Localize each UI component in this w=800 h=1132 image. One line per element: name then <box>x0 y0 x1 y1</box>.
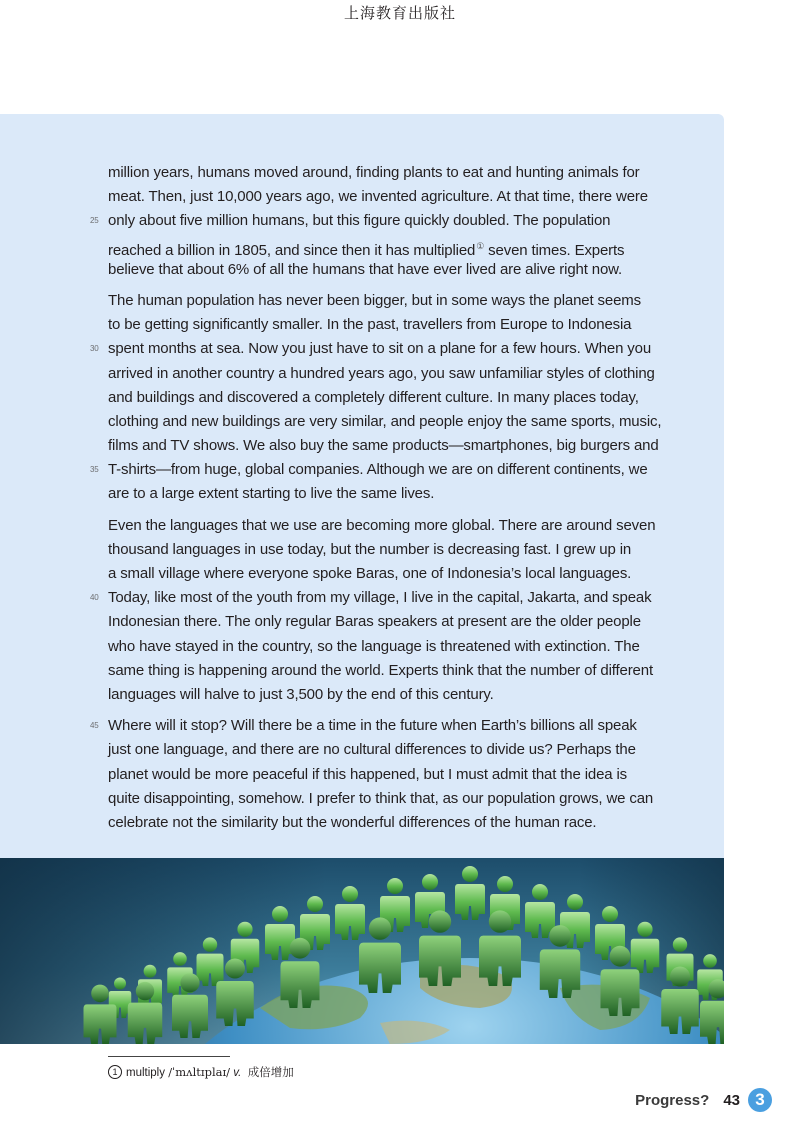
line-text: are to a large extent starting to live the same lives. <box>108 485 435 503</box>
unit-title: Progress? <box>635 1091 710 1109</box>
globe-people-illustration <box>0 858 724 1044</box>
text-line <box>90 714 708 738</box>
text-line <box>108 362 708 386</box>
text-line <box>108 289 708 313</box>
line-number: 45 <box>90 721 99 731</box>
footnote <box>108 1064 294 1080</box>
paragraph-gap <box>108 282 708 289</box>
footnote-word: multiply <box>126 1067 165 1079</box>
line-text: who have stayed in the country, so the language is threatened with extinction. The <box>108 637 640 655</box>
paragraph-gap <box>108 507 708 514</box>
text-line <box>108 738 708 762</box>
line-text: believe that about 6% of all the humans that have ever lived are alive right now. <box>108 260 623 278</box>
line-text-continued: seven times. Experts <box>484 241 625 259</box>
line-text: Today, like most of the youth from my village, I live in the capital, Jakarta, and speak <box>108 589 652 607</box>
text-line <box>108 659 708 683</box>
text-line <box>108 410 708 434</box>
text-line <box>108 234 708 258</box>
footnote-reference[interactable]: ① <box>476 240 485 251</box>
text-line <box>108 635 708 659</box>
footnote-rule <box>108 1056 230 1057</box>
line-text: meat. Then, just 10,000 years ago, we invented agriculture. At that time, there were <box>108 188 648 206</box>
line-text: million years, humans moved around, finding plants to eat and hunting animals for <box>108 164 640 181</box>
paragraph-gap <box>108 707 708 714</box>
text-line <box>108 482 708 506</box>
line-text: same thing is happening around the world. Experts think that the number of different <box>108 661 653 679</box>
line-text: T-shirts—from huge, global companies. Although we are on different continents, we <box>108 461 648 479</box>
text-line <box>108 161 708 185</box>
text-line <box>90 586 708 610</box>
text-line <box>108 683 708 707</box>
line-text: spent months at sea. Now you just have to sit on a plane for a few hours. When you <box>108 340 652 358</box>
footnote-meaning: 成倍增加 <box>247 1065 294 1079</box>
globe-people-image <box>0 858 724 1044</box>
line-text: Indonesian there. The only regular Baras speakers at present are the older people <box>108 613 641 631</box>
line-number: 25 <box>90 216 99 226</box>
footnote-ipa: /ˈmʌltɪplaɪ/ <box>168 1065 231 1079</box>
text-line <box>108 763 708 787</box>
line-text: films and TV shows. We also buy the same products—smartphones, big burgers and <box>108 437 659 455</box>
text-line <box>90 337 708 361</box>
text-line <box>90 209 708 233</box>
text-line <box>108 787 708 811</box>
page-number: 43 <box>723 1091 740 1109</box>
line-text: Where will it stop? Will there be a time in the future when Earth’s billions all speak <box>108 717 637 735</box>
line-text: and buildings and discovered a completely different culture. In many places today, <box>108 388 639 406</box>
line-text: planet would be more peaceful if this happened, but I must admit that the idea is <box>108 765 628 783</box>
text-line <box>108 258 708 282</box>
text-line <box>108 434 708 458</box>
line-text: quite disappointing, somehow. I prefer to think that, as our population grows, we can <box>108 789 654 807</box>
line-text: clothing and new buildings are very similar, and people enjoy the same sports, music, <box>108 412 662 430</box>
text-line <box>108 538 708 562</box>
text-line <box>108 514 708 538</box>
text-line <box>108 185 708 209</box>
page-footer <box>635 1088 772 1112</box>
line-number: 30 <box>90 344 99 354</box>
article-body <box>90 161 708 835</box>
line-number: 40 <box>90 593 99 603</box>
text-line <box>108 562 708 586</box>
line-text: Even the languages that we use are becoming more global. There are around seven <box>108 516 656 534</box>
line-text: celebrate not the similarity but the wonderful differences of the human race. <box>108 813 597 831</box>
line-text: to be getting significantly smaller. In the past, travellers from Europe to Indonesia <box>108 316 632 334</box>
line-text: thousand languages in use today, but the number is decreasing fast. I grew up in <box>108 540 632 558</box>
publisher-header: 上海教育出版社 <box>343 4 456 22</box>
line-text: only about five million humans, but this figure quickly doubled. The population <box>108 212 611 230</box>
text-line <box>108 313 708 337</box>
line-text: a small village where everyone spoke Baras, one of Indonesia’s local languages. <box>108 565 632 582</box>
text-line <box>108 610 708 634</box>
text-line <box>108 386 708 410</box>
unit-badge: 3 <box>748 1088 772 1112</box>
line-number: 35 <box>90 465 99 475</box>
line-text: just one language, and there are no cultural differences to divide us? Perhaps the <box>108 741 636 759</box>
text-line <box>108 811 708 835</box>
line-text: arrived in another country a hundred years ago, you saw unfamiliar styles of clothing <box>108 364 655 382</box>
footnote-pos: v. <box>233 1067 242 1079</box>
text-line <box>90 458 708 482</box>
line-text: The human population has never been bigger, but in some ways the planet seems <box>108 291 641 309</box>
line-text: reached a billion in 1805, and since then it has multiplied <box>108 241 476 259</box>
line-text: languages will halve to just 3,500 by the end of this century. <box>108 685 494 703</box>
footnote-mark: 1 <box>108 1065 122 1079</box>
